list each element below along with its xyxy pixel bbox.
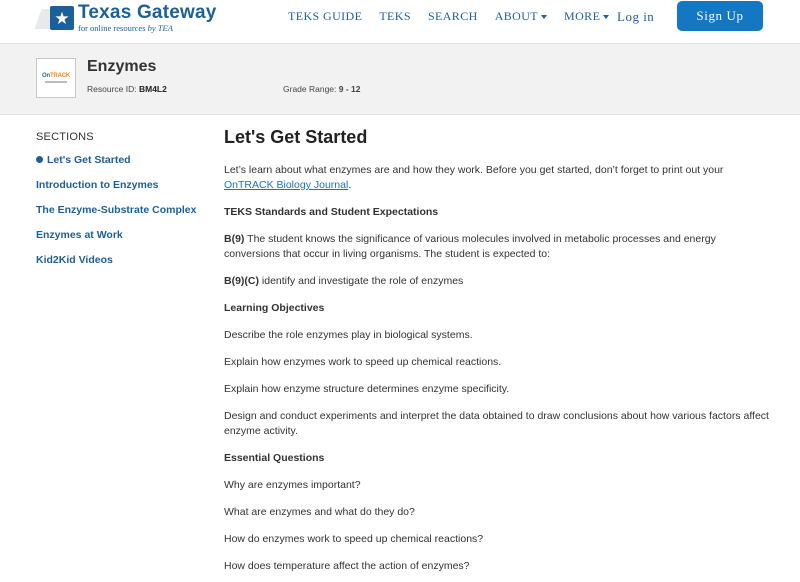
top-navigation-bar xyxy=(0,0,800,44)
sidebar-item-enzyme-substrate[interactable]: The Enzyme-Substrate Complex xyxy=(36,204,197,216)
question-item: What are enzymes and what do they do? xyxy=(224,506,415,518)
texas-gateway-logo[interactable] xyxy=(36,2,217,34)
page-title: Let's Get Started xyxy=(224,127,368,147)
objective-item: Describe the role enzymes play in biological systems. xyxy=(224,329,473,341)
main-content xyxy=(224,127,769,582)
star-shield-icon: ★ xyxy=(36,5,74,31)
resource-thumbnail xyxy=(36,58,76,98)
main-nav xyxy=(288,9,626,24)
ontrack-logo-text: OnTRACK xyxy=(42,73,70,79)
chevron-down-icon xyxy=(603,15,609,19)
objective-item: Design and conduct experiments and interpret the data obtained to draw conclusions about how various factors affect enzyme activity. xyxy=(224,410,769,437)
teks-heading: TEKS Standards and Student Expectations xyxy=(224,206,439,218)
question-item: Why are enzymes important? xyxy=(224,479,361,491)
brand-title: Texas Gateway xyxy=(78,2,217,24)
active-bullet-icon xyxy=(36,156,43,163)
teks-b9: B(9) The student knows the significance of various molecules involved in metabolic processes and energy conversions that occur in living organisms. The student is expected to: xyxy=(224,233,716,260)
nav-more[interactable]: MORE xyxy=(564,9,609,24)
sections-sidebar xyxy=(36,131,216,279)
sections-heading: SECTIONS xyxy=(36,131,94,143)
grade-range: Grade Range: 9 - 12 xyxy=(283,84,361,94)
resource-header xyxy=(0,44,800,115)
objective-item: Explain how enzyme structure determines enzyme specificity. xyxy=(224,383,510,395)
intro-paragraph: Let’s learn about what enzymes are and how they work. Before you get started, don’t forget to print out your OnTRACK Biology Journal. xyxy=(224,164,724,191)
signup-button[interactable]: Sign Up xyxy=(677,1,763,31)
objectives-heading: Learning Objectives xyxy=(224,302,325,314)
chevron-down-icon xyxy=(541,15,547,19)
sidebar-item-lets-get-started[interactable]: Let's Get Started xyxy=(36,154,216,179)
nav-about[interactable]: ABOUT xyxy=(495,9,547,24)
resource-id: Resource ID: BM4L2 xyxy=(87,84,167,94)
question-item: How does temperature affect the action of enzymes? xyxy=(224,560,470,572)
sidebar-item-introduction[interactable]: Introduction to Enzymes xyxy=(36,179,159,191)
nav-search[interactable]: SEARCH xyxy=(427,9,478,23)
nav-teks-guide[interactable]: TEKS GUIDE xyxy=(288,9,363,23)
login-link[interactable]: Log in xyxy=(617,9,655,24)
resource-title: Enzymes xyxy=(87,58,157,75)
sidebar-item-kid2kid[interactable]: Kid2Kid Videos xyxy=(36,254,113,266)
questions-heading: Essential Questions xyxy=(224,452,325,464)
journal-link[interactable]: OnTRACK Biology Journal xyxy=(224,179,349,191)
objective-item: Explain how enzymes work to speed up chemical reactions. xyxy=(224,356,502,368)
brand-subtitle: for online resources by TEA xyxy=(78,23,173,34)
nav-teks[interactable]: TEKS xyxy=(379,9,411,23)
question-item: How do enzymes work to speed up chemical reactions? xyxy=(224,533,484,545)
sidebar-item-enzymes-at-work[interactable]: Enzymes at Work xyxy=(36,229,123,241)
teks-b9c: B(9)(C) identify and investigate the role of enzymes xyxy=(224,275,464,287)
